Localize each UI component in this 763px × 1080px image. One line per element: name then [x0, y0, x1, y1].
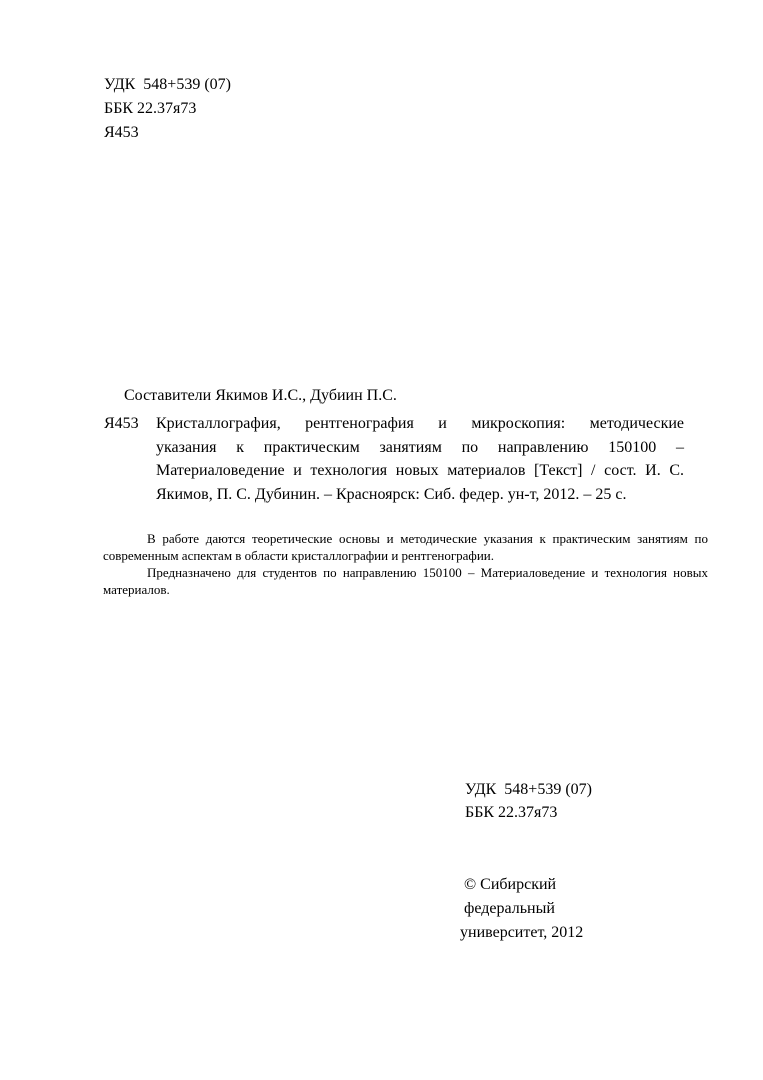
udk-code: УДК 548+539 (07): [104, 76, 231, 93]
copyright-line: © Сибирский: [460, 876, 557, 893]
bbk-code: ББК 22.37я73: [465, 804, 558, 821]
udk-code: УДК 548+539 (07): [465, 781, 592, 798]
bibliographic-code: Я453: [104, 415, 139, 432]
bibliographic-row: [104, 483, 684, 507]
compilers-line: Составители Якимов И.С., Дубиин П.С.: [124, 387, 397, 404]
bibliographic-first-row: [104, 412, 684, 436]
bibliographic-line: Материаловедение и технология новых материалов [Текст] / сост. И. С.: [156, 462, 684, 479]
classification-codes-bottom: [465, 778, 592, 824]
author-mark: Я453: [104, 124, 139, 141]
bibliographic-line: Якимов, П. С. Дубинин. – Красноярск: Сиб. федер. ун-т, 2012. – 25 с.: [156, 485, 627, 503]
abstract-paragraph: В работе даются теоретические основы и методические указания к практическим занятиям по современным аспектам в области кристаллографии и рентгенографии.: [103, 531, 708, 563]
copyright-notice: [460, 873, 583, 945]
bibliographic-row: [104, 436, 684, 460]
copyright-line: университет, 2012: [460, 924, 584, 941]
abstract: [103, 530, 708, 598]
bibliographic-line: Кристаллография, рентгенография и микроскопия: методические: [156, 415, 684, 432]
bibliographic-description: [104, 412, 684, 506]
copyright-line: федеральный: [460, 900, 555, 917]
bibliographic-row: [104, 459, 684, 483]
abstract-paragraph: Предназначено для студентов по направлению 150100 – Материаловедение и технология новых материалов.: [103, 565, 708, 597]
classification-codes-top: [104, 73, 231, 145]
bibliographic-line: указания к практическим занятиям по направлению 150100 –: [156, 438, 684, 456]
bbk-code: ББК 22.37я73: [104, 100, 197, 117]
